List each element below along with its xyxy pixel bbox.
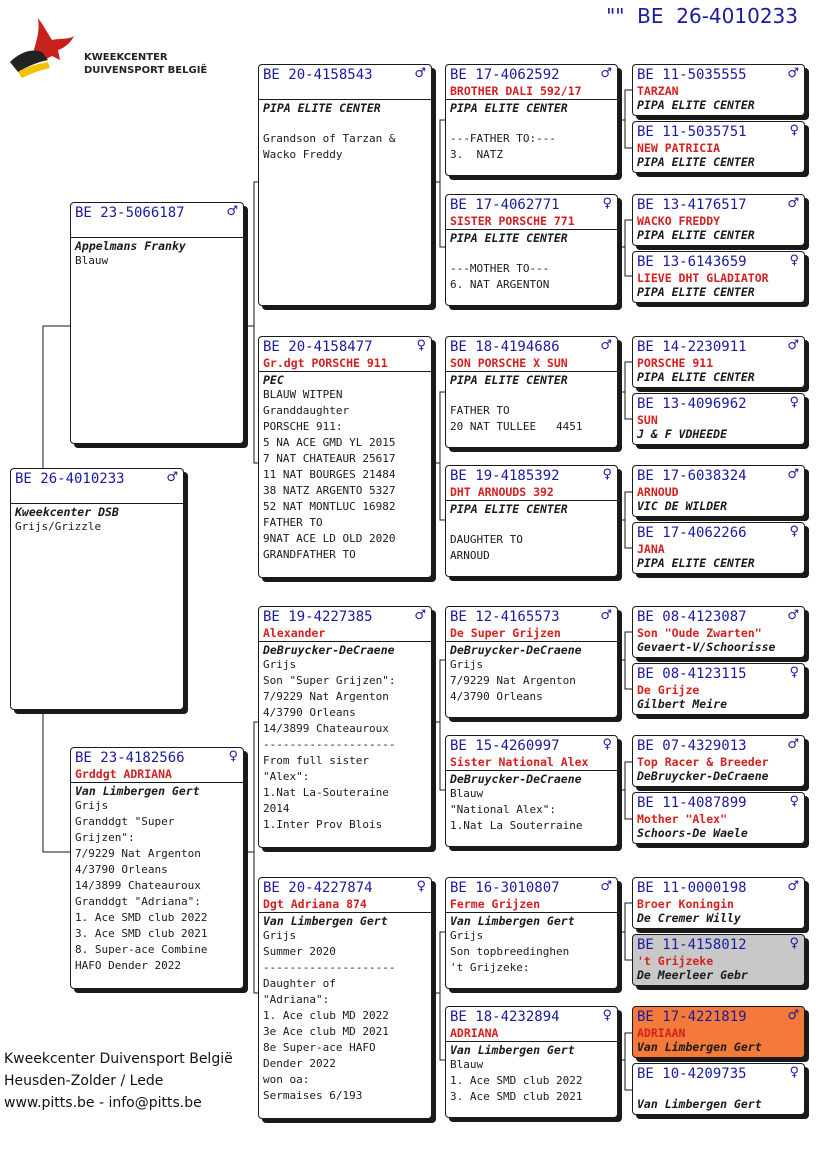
owner-name: VIC DE WILDER bbox=[637, 499, 728, 513]
pigeon-card-ddds[interactable] bbox=[632, 1006, 805, 1058]
pigeon-card-dsds[interactable] bbox=[632, 735, 805, 787]
owner-name: DeBruycker-DeCraene bbox=[450, 772, 582, 786]
card-divider bbox=[446, 770, 617, 771]
owner-name: Appelmans Franky bbox=[75, 239, 186, 253]
pigeon-name: ARNOUD bbox=[637, 485, 679, 499]
female-symbol-icon: ♀ bbox=[602, 196, 612, 211]
ring-number: BE 14-2230911 bbox=[637, 339, 747, 355]
female-symbol-icon: ♀ bbox=[789, 395, 799, 410]
owner-name: DeBruycker-DeCraene bbox=[637, 769, 769, 783]
ring-number: BE 15-4260997 bbox=[450, 738, 560, 754]
pigeon-name: TARZAN bbox=[637, 84, 679, 98]
ring-number: BE 13-4176517 bbox=[637, 197, 747, 213]
pigeon-name: DHT ARNOUDS 392 bbox=[450, 485, 554, 499]
pigeon-card-sds[interactable] bbox=[445, 336, 618, 448]
card-divider bbox=[11, 503, 183, 504]
female-symbol-icon: ♀ bbox=[789, 253, 799, 268]
ring-number: BE 23-4182566 bbox=[75, 750, 185, 766]
ring-number: BE 11-5035751 bbox=[637, 124, 747, 140]
pigeon-name: PORSCHE 911 bbox=[637, 356, 714, 370]
pigeon-name bbox=[15, 488, 180, 502]
owner-name: J & F VDHEEDE bbox=[637, 427, 728, 441]
owner-name: PIPA ELITE CENTER bbox=[637, 98, 755, 112]
pigeon-card-ssss[interactable] bbox=[632, 64, 805, 116]
ring-number: BE 19-4227385 bbox=[263, 609, 373, 625]
owner-name: De Meerleer Gebr bbox=[637, 968, 748, 982]
pigeon-notes: Grijs Summer 2020 -------------------- Daughter of "Adriana": 1. Ace club MD 2022 3e Ace club MD 2021 8e Super-ace HAFO Dender 2022 won oa: Sermaises 6/193 bbox=[263, 929, 396, 1102]
pigeon-card-ss[interactable] bbox=[258, 64, 432, 306]
pigeon-notes: Grijs/Grizzle bbox=[15, 520, 102, 533]
owner-name: Gilbert Meire bbox=[637, 697, 728, 711]
card-divider bbox=[259, 99, 431, 100]
owner-name: PEC bbox=[263, 373, 284, 387]
pigeon-card-sdds[interactable] bbox=[632, 465, 805, 517]
pigeon-name: WACKO FREDDY bbox=[637, 214, 721, 228]
male-symbol-icon: ♂ bbox=[787, 737, 799, 752]
male-symbol-icon: ♂ bbox=[414, 66, 426, 81]
ring-number: BE 17-4221819 bbox=[637, 1009, 747, 1025]
pigeon-name bbox=[263, 84, 428, 98]
pigeon-card-subject[interactable] bbox=[10, 468, 184, 710]
pigeon-card-sd[interactable] bbox=[258, 336, 432, 578]
male-symbol-icon: ♂ bbox=[787, 196, 799, 211]
ring-number: BE 13-4096962 bbox=[637, 396, 747, 412]
pigeon-name: LIEVE DHT GLADIATOR bbox=[637, 271, 769, 285]
owner-name: PIPA ELITE CENTER bbox=[637, 228, 755, 242]
owner-name: DeBruycker-DeCraene bbox=[263, 643, 395, 657]
pigeon-name: Mother "Alex" bbox=[637, 812, 728, 826]
pigeon-card-sdsd[interactable] bbox=[632, 393, 805, 445]
pigeon-card-ssd[interactable] bbox=[445, 194, 618, 306]
ring-number: BE 17-4062771 bbox=[450, 197, 560, 213]
owner-name: Kweekcenter DSB bbox=[15, 505, 119, 519]
card-divider bbox=[71, 782, 243, 783]
owner-name: Van Limbergen Gert bbox=[450, 914, 575, 928]
ring-number: BE 07-4329013 bbox=[637, 738, 747, 754]
female-symbol-icon: ♀ bbox=[416, 879, 426, 894]
pigeon-notes: Grijs Granddgt "Super Grijzen": 7/9229 Nat Argenton 4/3790 Orleans 14/3899 Chateauroux Granddgt "Adriana": 1. Ace SMD club 2022 3. Ace SMD club 2021 8. Super-ace Combine HAFO Dender 2022 bbox=[75, 799, 208, 972]
logo-line-2: DUIVENSPORT BELGIË bbox=[84, 65, 208, 76]
card-divider bbox=[446, 99, 617, 100]
male-symbol-icon: ♂ bbox=[787, 879, 799, 894]
owner-name: Schoors-De Waele bbox=[637, 826, 748, 840]
female-symbol-icon: ♀ bbox=[602, 1008, 612, 1023]
male-symbol-icon: ♂ bbox=[600, 66, 612, 81]
pigeon-name: Broer Koningin bbox=[637, 897, 734, 911]
female-symbol-icon: ♀ bbox=[789, 1065, 799, 1080]
pigeon-notes: BLAUW WITPEN Granddaughter PORSCHE 911: 5 NA ACE GMD YL 2015 7 NAT CHATEAUR 25617 11 NAT BOURGES 21484 38 NATZ ARGENTO 5327 52 NAT MONTLUC 16982 FATHER TO 9NAT ACE LD OLD 2020 GRANDFATHER TO bbox=[263, 388, 396, 561]
ring-number: BE 20-4158477 bbox=[263, 339, 373, 355]
pigeon-card-sssd[interactable] bbox=[632, 121, 805, 173]
pigeon-card-dam[interactable] bbox=[70, 747, 244, 989]
male-symbol-icon: ♂ bbox=[787, 608, 799, 623]
male-symbol-icon: ♂ bbox=[414, 608, 426, 623]
card-divider bbox=[446, 1041, 617, 1042]
pigeon-name: Alexander bbox=[263, 626, 326, 640]
ring-number: BE 17-4062266 bbox=[637, 525, 747, 541]
owner-name: Van Limbergen Gert bbox=[450, 1043, 575, 1057]
ring-number: BE 19-4185392 bbox=[450, 468, 560, 484]
female-symbol-icon: ♀ bbox=[789, 665, 799, 680]
card-divider bbox=[446, 641, 617, 642]
pigeon-card-ddd[interactable] bbox=[445, 1006, 618, 1118]
owner-name: PIPA ELITE CENTER bbox=[450, 373, 568, 387]
owner-name: PIPA ELITE CENTER bbox=[637, 370, 755, 384]
pigeon-notes: FATHER TO 20 NAT TULLEE 4451 bbox=[450, 404, 583, 433]
card-divider bbox=[259, 371, 431, 372]
pigeon-name: SUN bbox=[637, 413, 658, 427]
pigeon-card-dds[interactable] bbox=[445, 877, 618, 989]
female-symbol-icon: ♀ bbox=[789, 936, 799, 951]
pigeon-name: De Grijze bbox=[637, 683, 700, 697]
pigeon-card-sddd[interactable] bbox=[632, 522, 805, 574]
pigeon-logo-icon bbox=[8, 16, 88, 78]
ring-number: BE 26-4010233 bbox=[15, 471, 125, 487]
card-divider bbox=[446, 912, 617, 913]
pedigree-title: "" BE 26-4010233 bbox=[606, 4, 798, 28]
owner-name: PIPA ELITE CENTER bbox=[637, 155, 755, 169]
female-symbol-icon: ♀ bbox=[789, 524, 799, 539]
pigeon-card-dsss[interactable] bbox=[632, 606, 805, 658]
pigeon-notes: Grijs Son topbreedinghen 't Grijzeke: bbox=[450, 929, 570, 974]
pigeon-name: BROTHER DALI 592/17 bbox=[450, 84, 582, 98]
pigeon-card-ssdd[interactable] bbox=[632, 251, 805, 303]
owner-name: PIPA ELITE CENTER bbox=[450, 502, 568, 516]
pigeon-name: Gr.dgt PORSCHE 911 bbox=[263, 356, 388, 370]
ring-number: BE 11-4087899 bbox=[637, 795, 747, 811]
footer-location: Heusden-Zolder / Lede bbox=[4, 1073, 164, 1089]
female-symbol-icon: ♀ bbox=[789, 123, 799, 138]
pigeon-card-dddd[interactable] bbox=[632, 1063, 805, 1115]
pigeon-name: Dgt Adriana 874 bbox=[263, 897, 367, 911]
pigeon-card-sdd[interactable] bbox=[445, 465, 618, 577]
ring-number: BE 23-5066187 bbox=[75, 205, 185, 221]
pigeon-name: Ferme Grijzen bbox=[450, 897, 541, 911]
ring-number: BE 17-6038324 bbox=[637, 468, 747, 484]
footer-company: Kweekcenter Duivensport België bbox=[4, 1051, 233, 1067]
ring-number: BE 13-6143659 bbox=[637, 254, 747, 270]
pigeon-name: Grddgt ADRIANA bbox=[75, 767, 172, 781]
pigeon-name: Sister National Alex bbox=[450, 755, 589, 769]
owner-name: De Cremer Willy bbox=[637, 911, 741, 925]
pigeon-name: ADRIAAN bbox=[637, 1026, 686, 1040]
pigeon-name: Son "Oude Zwarten" bbox=[637, 626, 762, 640]
pigeon-name: SON PORSCHE X SUN bbox=[450, 356, 568, 370]
male-symbol-icon: ♂ bbox=[787, 66, 799, 81]
pigeon-notes: Blauw "National Alex": 1.Nat La Souterraine bbox=[450, 787, 583, 832]
owner-name: Van Limbergen Gert bbox=[637, 1097, 762, 1111]
card-divider bbox=[446, 371, 617, 372]
logo-line-1: KWEEKCENTER bbox=[84, 52, 168, 63]
card-divider bbox=[259, 912, 431, 913]
male-symbol-icon: ♂ bbox=[600, 608, 612, 623]
owner-name: DeBruycker-DeCraene bbox=[450, 643, 582, 657]
pigeon-card-ssds[interactable] bbox=[632, 194, 805, 246]
ring-number: BE 11-5035555 bbox=[637, 67, 747, 83]
owner-name: PIPA ELITE CENTER bbox=[263, 101, 381, 115]
pigeon-notes: Grijs 7/9229 Nat Argenton 4/3790 Orleans bbox=[450, 658, 576, 703]
pigeon-card-sss[interactable] bbox=[445, 64, 618, 176]
ring-number: BE 12-4165573 bbox=[450, 609, 560, 625]
pigeon-card-ds[interactable] bbox=[258, 606, 432, 848]
pigeon-name: De Super Grijzen bbox=[450, 626, 561, 640]
ring-number: BE 08-4123087 bbox=[637, 609, 747, 625]
logo bbox=[8, 16, 208, 78]
ring-number: BE 11-4158012 bbox=[637, 937, 747, 953]
pigeon-card-sdss[interactable] bbox=[632, 336, 805, 388]
pigeon-notes: ---FATHER TO:--- 3. NATZ bbox=[450, 132, 556, 161]
pigeon-name: ADRIANA bbox=[450, 1026, 499, 1040]
card-divider bbox=[259, 641, 431, 642]
male-symbol-icon: ♂ bbox=[226, 204, 238, 219]
pigeon-notes: Grandson of Tarzan & Wacko Freddy bbox=[263, 132, 396, 161]
male-symbol-icon: ♂ bbox=[787, 338, 799, 353]
ring-number: BE 10-4209735 bbox=[637, 1066, 747, 1082]
pigeon-card-ddss[interactable] bbox=[632, 877, 805, 929]
ring-number: BE 16-3010807 bbox=[450, 880, 560, 896]
pigeon-card-dd[interactable] bbox=[258, 877, 432, 1119]
male-symbol-icon: ♂ bbox=[166, 470, 178, 485]
pigeon-name: JANA bbox=[637, 542, 665, 556]
pigeon-name: Top Racer & Breeder bbox=[637, 755, 769, 769]
pigeon-card-ddsd[interactable] bbox=[632, 934, 805, 986]
pigeon-name: NEW PATRICIA bbox=[637, 141, 721, 155]
male-symbol-icon: ♂ bbox=[787, 1008, 799, 1023]
owner-name: PIPA ELITE CENTER bbox=[637, 285, 755, 299]
card-divider bbox=[446, 229, 617, 230]
owner-name: Van Limbergen Gert bbox=[263, 914, 388, 928]
ring-number: BE 08-4123115 bbox=[637, 666, 747, 682]
pigeon-notes: ---MOTHER TO--- 6. NAT ARGENTON bbox=[450, 262, 550, 291]
pigeon-name: SISTER PORSCHE 771 bbox=[450, 214, 575, 228]
pigeon-name: 't Grijzeke bbox=[637, 954, 714, 968]
pigeon-card-dssd[interactable] bbox=[632, 663, 805, 715]
ring-number: BE 17-4062592 bbox=[450, 67, 560, 83]
female-symbol-icon: ♀ bbox=[789, 794, 799, 809]
pigeon-notes: DAUGHTER TO ARNOUD bbox=[450, 533, 523, 562]
ring-number: BE 11-0000198 bbox=[637, 880, 747, 896]
male-symbol-icon: ♂ bbox=[787, 467, 799, 482]
owner-name: Gevaert-V/Schoorisse bbox=[637, 640, 776, 654]
owner-name: Van Limbergen Gert bbox=[75, 784, 200, 798]
pigeon-card-sire[interactable] bbox=[70, 202, 244, 444]
footer-contact: www.pitts.be - info@pitts.be bbox=[4, 1095, 202, 1111]
owner-name: PIPA ELITE CENTER bbox=[450, 231, 568, 245]
female-symbol-icon: ♀ bbox=[228, 749, 238, 764]
pigeon-card-dss[interactable] bbox=[445, 606, 618, 718]
footer bbox=[4, 1048, 233, 1114]
pigeon-notes: Blauw 1. Ace SMD club 2022 3. Ace SMD club 2021 bbox=[450, 1058, 583, 1103]
ring-number: BE 18-4194686 bbox=[450, 339, 560, 355]
female-symbol-icon: ♀ bbox=[602, 467, 612, 482]
ring-number: BE 20-4158543 bbox=[263, 67, 373, 83]
pigeon-name bbox=[75, 222, 240, 236]
pigeon-notes: Blauw bbox=[75, 254, 109, 267]
card-divider bbox=[71, 237, 243, 238]
male-symbol-icon: ♂ bbox=[600, 338, 612, 353]
owner-name: Van Limbergen Gert bbox=[637, 1040, 762, 1054]
pigeon-card-dsd[interactable] bbox=[445, 735, 618, 847]
card-divider bbox=[446, 500, 617, 501]
male-symbol-icon: ♂ bbox=[600, 879, 612, 894]
female-symbol-icon: ♀ bbox=[416, 338, 426, 353]
owner-name: PIPA ELITE CENTER bbox=[637, 556, 755, 570]
pigeon-card-dsdd[interactable] bbox=[632, 792, 805, 844]
ring-number: BE 18-4232894 bbox=[450, 1009, 560, 1025]
female-symbol-icon: ♀ bbox=[602, 737, 612, 752]
owner-name: PIPA ELITE CENTER bbox=[450, 101, 568, 115]
pigeon-notes: Grijs Son "Super Grijzen": 7/9229 Nat Argenton 4/3790 Orleans 14/3899 Chateauroux -------------------- From full sister "Alex": 1.Nat La-Souteraine 2014 1.Inter Prov Blois bbox=[263, 658, 396, 831]
ring-number: BE 20-4227874 bbox=[263, 880, 373, 896]
pigeon-name bbox=[637, 1083, 801, 1097]
